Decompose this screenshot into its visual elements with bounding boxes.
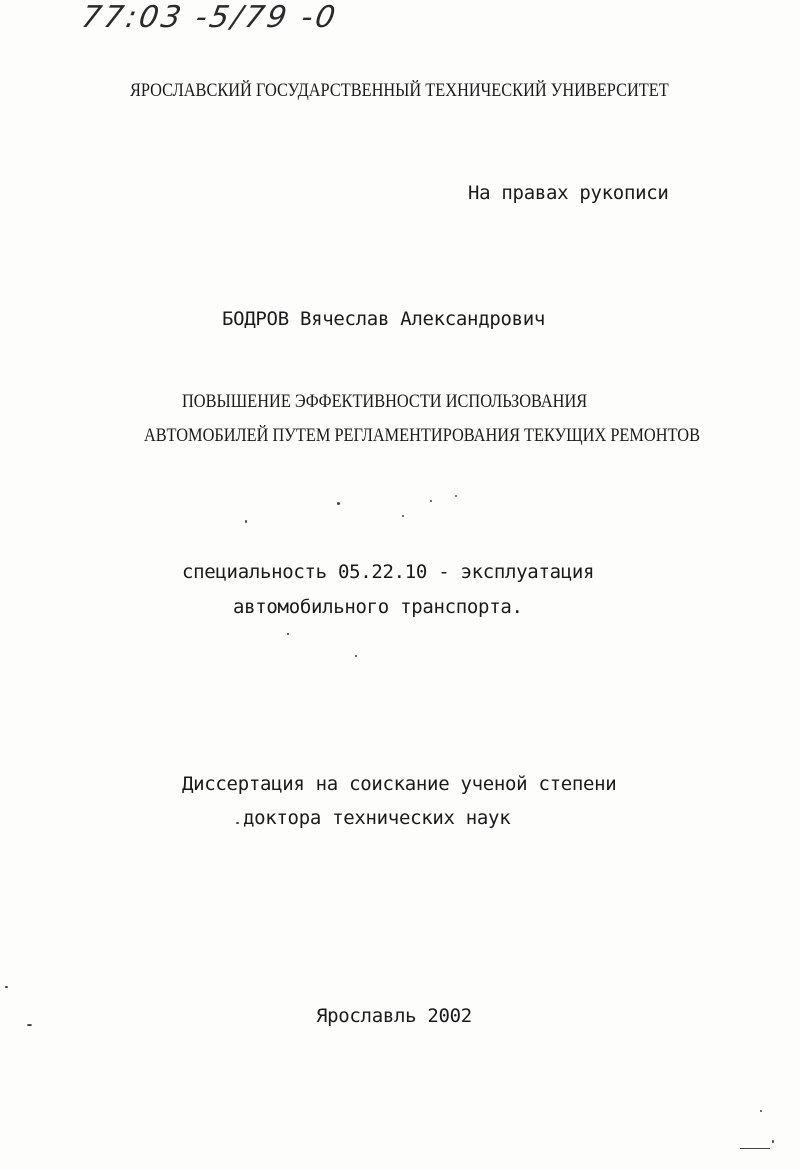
dissertation-line-1: Диссертация на соискание ученой степени	[182, 773, 617, 795]
rights-note: На правах рукописи	[468, 182, 669, 204]
scan-speck	[287, 633, 289, 635]
scan-speck	[402, 515, 404, 517]
scan-speck	[430, 500, 432, 502]
handwritten-archive-number: 77:03 -5/79 -0	[78, 0, 341, 35]
scan-speck	[740, 1148, 770, 1149]
scan-speck	[355, 655, 357, 657]
thesis-title-line-2: АВТОМОБИЛЕЙ ПУТЕМ РЕГЛАМЕНТИРОВАНИЯ ТЕКУЩИХ РЕМОНТОВ	[144, 425, 701, 446]
thesis-title-line-1: ПОВЫШЕНИЕ ЭФФЕКТИВНОСТИ ИСПОЛЬЗОВАНИЯ	[182, 391, 588, 412]
scan-speck	[760, 1110, 762, 1112]
specialty-line-2: автомобильного транспорта.	[233, 596, 523, 618]
scan-speck	[27, 1024, 32, 1026]
university-name: ЯРОСЛАВСКИЙ ГОСУДАРСТВЕННЫЙ ТЕХНИЧЕСКИЙ УНИВЕРСИТЕТ	[130, 80, 669, 101]
scan-speck	[337, 502, 340, 505]
specialty-line-1: специальность 05.22.10 - эксплуатация	[182, 561, 595, 583]
city-year: Ярославль 2002	[316, 1005, 472, 1027]
scan-speck	[5, 986, 8, 988]
scan-speck	[236, 822, 239, 824]
scan-speck	[772, 1140, 774, 1143]
scan-speck	[245, 520, 247, 523]
dissertation-line-2: доктора технических наук	[243, 807, 511, 829]
scan-speck	[455, 495, 457, 497]
author-name: БОДРОВ Вячеслав Александрович	[222, 308, 546, 330]
